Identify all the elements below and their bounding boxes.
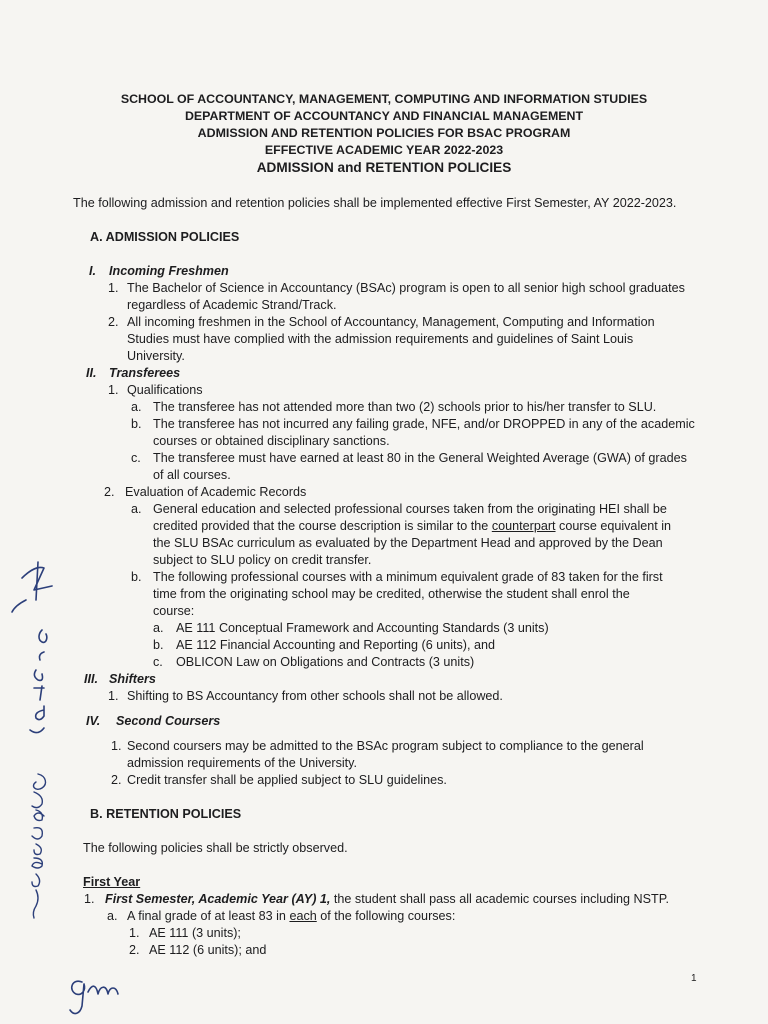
- list-item-text: Studies must have complied with the admission requirements and guidelines of Saint Louis: [127, 332, 634, 346]
- margin-signature-chandaraye: [12, 770, 62, 920]
- list-item-text: Second coursers may be admitted to the BSAc program subject to compliance to the general: [127, 739, 644, 753]
- list-item-text: The transferee has not incurred any failing grade, NFE, and/or DROPPED in any of the academic: [153, 417, 695, 431]
- list-item-text: The following professional courses with a minimum equivalent grade of 83 taken for the first: [153, 570, 663, 584]
- list-item-text: The transferee must have earned at least 80 in the General Weighted Average (GWA) of grades: [153, 451, 687, 465]
- list-item-text: course:: [153, 604, 195, 618]
- text-run: A final grade of at least 83 in: [127, 909, 290, 923]
- list-number: 1.: [108, 281, 119, 295]
- section-b-title: B. RETENTION POLICIES: [90, 807, 242, 821]
- list-letter: a.: [131, 502, 142, 516]
- course-item: AE 112 Financial Accounting and Reporting (6 units), and: [176, 638, 496, 652]
- header-policy-title: ADMISSION AND RETENTION POLICIES FOR BSAC PROGRAM: [197, 126, 571, 140]
- header-effective-year: EFFECTIVE ACADEMIC YEAR 2022-2023: [264, 143, 504, 157]
- list-number: 1.: [111, 739, 122, 753]
- list-letter: c.: [153, 655, 163, 669]
- list-item-text: All incoming freshmen in the School of Accountancy, Management, Computing and Information: [127, 315, 655, 329]
- underlined-word: each: [289, 909, 317, 923]
- list-item-text: [153, 518, 671, 535]
- list-letter: a.: [153, 621, 164, 635]
- first-year-heading: First Year: [83, 875, 141, 889]
- list-item-text: Shifting to BS Accountancy from other schools shall not be allowed.: [127, 689, 503, 703]
- list-item-text: University.: [127, 349, 185, 363]
- list-item-text: The Bachelor of Science in Accountancy (BSAc) program is open to all senior high school graduates: [127, 281, 685, 295]
- course-item: AE 112 (6 units); and: [149, 943, 267, 957]
- subsection-number: IV.: [86, 714, 101, 728]
- subsection-title-shifters: Shifters: [109, 672, 156, 686]
- list-item-text: General education and selected professional courses taken from the originating HEI shall be: [153, 502, 667, 516]
- header-school: SCHOOL OF ACCOUNTANCY, MANAGEMENT, COMPUTING AND INFORMATION STUDIES: [120, 92, 648, 106]
- list-letter: a.: [107, 909, 118, 923]
- text-run: course equivalent in: [555, 519, 672, 533]
- underlined-word: counterpart: [491, 519, 556, 533]
- list-number: 2.: [129, 943, 140, 957]
- retention-intro: The following policies shall be strictly observed.: [83, 841, 348, 855]
- list-letter: b.: [131, 417, 142, 431]
- initials-signature: [64, 968, 126, 1018]
- text-run: the student shall pass all academic courses including NSTP.: [330, 892, 669, 906]
- subsection-title-transferees: Transferees: [109, 366, 181, 380]
- list-letter: c.: [131, 451, 141, 465]
- list-item-text: [105, 891, 669, 908]
- subsection-title-incoming-freshmen: Incoming Freshmen: [109, 264, 229, 278]
- subsection-number: III.: [84, 672, 98, 686]
- margin-signature-lw: [8, 560, 68, 750]
- list-item-text: Credit transfer shall be applied subject to SLU guidelines.: [127, 773, 447, 787]
- course-item: AE 111 Conceptual Framework and Accounting Standards (3 units): [176, 621, 549, 635]
- list-number: 2.: [108, 315, 119, 329]
- list-item-text: subject to SLU policy on credit transfer.: [153, 553, 372, 567]
- list-number: 2.: [104, 485, 115, 499]
- list-item-text: courses or obtained disciplinary sanctions.: [153, 434, 390, 448]
- term-label: First Semester, Academic Year (AY) 1,: [105, 892, 331, 906]
- subsection-title-second-coursers: Second Coursers: [116, 714, 221, 728]
- subsection-number: II.: [86, 366, 97, 380]
- list-letter: b.: [131, 570, 142, 584]
- course-item: OBLICON Law on Obligations and Contracts (3 units): [176, 655, 475, 669]
- list-item-text: [127, 908, 455, 925]
- list-number: 1.: [129, 926, 140, 940]
- list-number: 2.: [111, 773, 122, 787]
- list-letter: a.: [131, 400, 142, 414]
- page-title: ADMISSION and RETENTION POLICIES: [256, 160, 512, 175]
- list-number: 1.: [108, 689, 119, 703]
- section-a-title: A. ADMISSION POLICIES: [90, 230, 240, 244]
- text-run: credited provided that the course description is similar to the: [153, 519, 492, 533]
- list-number: 1.: [108, 383, 119, 397]
- list-number: 1.: [84, 892, 95, 906]
- list-item-text: of all courses.: [153, 468, 231, 482]
- subsection-number: I.: [89, 264, 96, 278]
- text-run: of the following courses:: [316, 909, 456, 923]
- list-item-text: regardless of Academic Strand/Track.: [127, 298, 337, 312]
- page-number: 1: [691, 973, 697, 984]
- list-item-text: The transferee has not attended more than two (2) schools prior to his/her transfer to SLU.: [153, 400, 657, 414]
- header-department: DEPARTMENT OF ACCOUNTANCY AND FINANCIAL MANAGEMENT: [184, 109, 584, 123]
- course-item: AE 111 (3 units);: [149, 926, 241, 940]
- list-item-text: admission requirements of the University.: [127, 756, 358, 770]
- intro-paragraph: The following admission and retention policies shall be implemented effective First Semester, AY 2022-2023.: [73, 196, 677, 210]
- list-item-text: time from the originating school may be credited, otherwise the student shall enrol the: [153, 587, 630, 601]
- list-letter: b.: [153, 638, 164, 652]
- qualifications-heading: Qualifications: [127, 383, 203, 397]
- list-item-text: the SLU BSAc curriculum as evaluated by the Department Head and approved by the Dean: [153, 536, 663, 550]
- evaluation-heading: Evaluation of Academic Records: [125, 485, 307, 499]
